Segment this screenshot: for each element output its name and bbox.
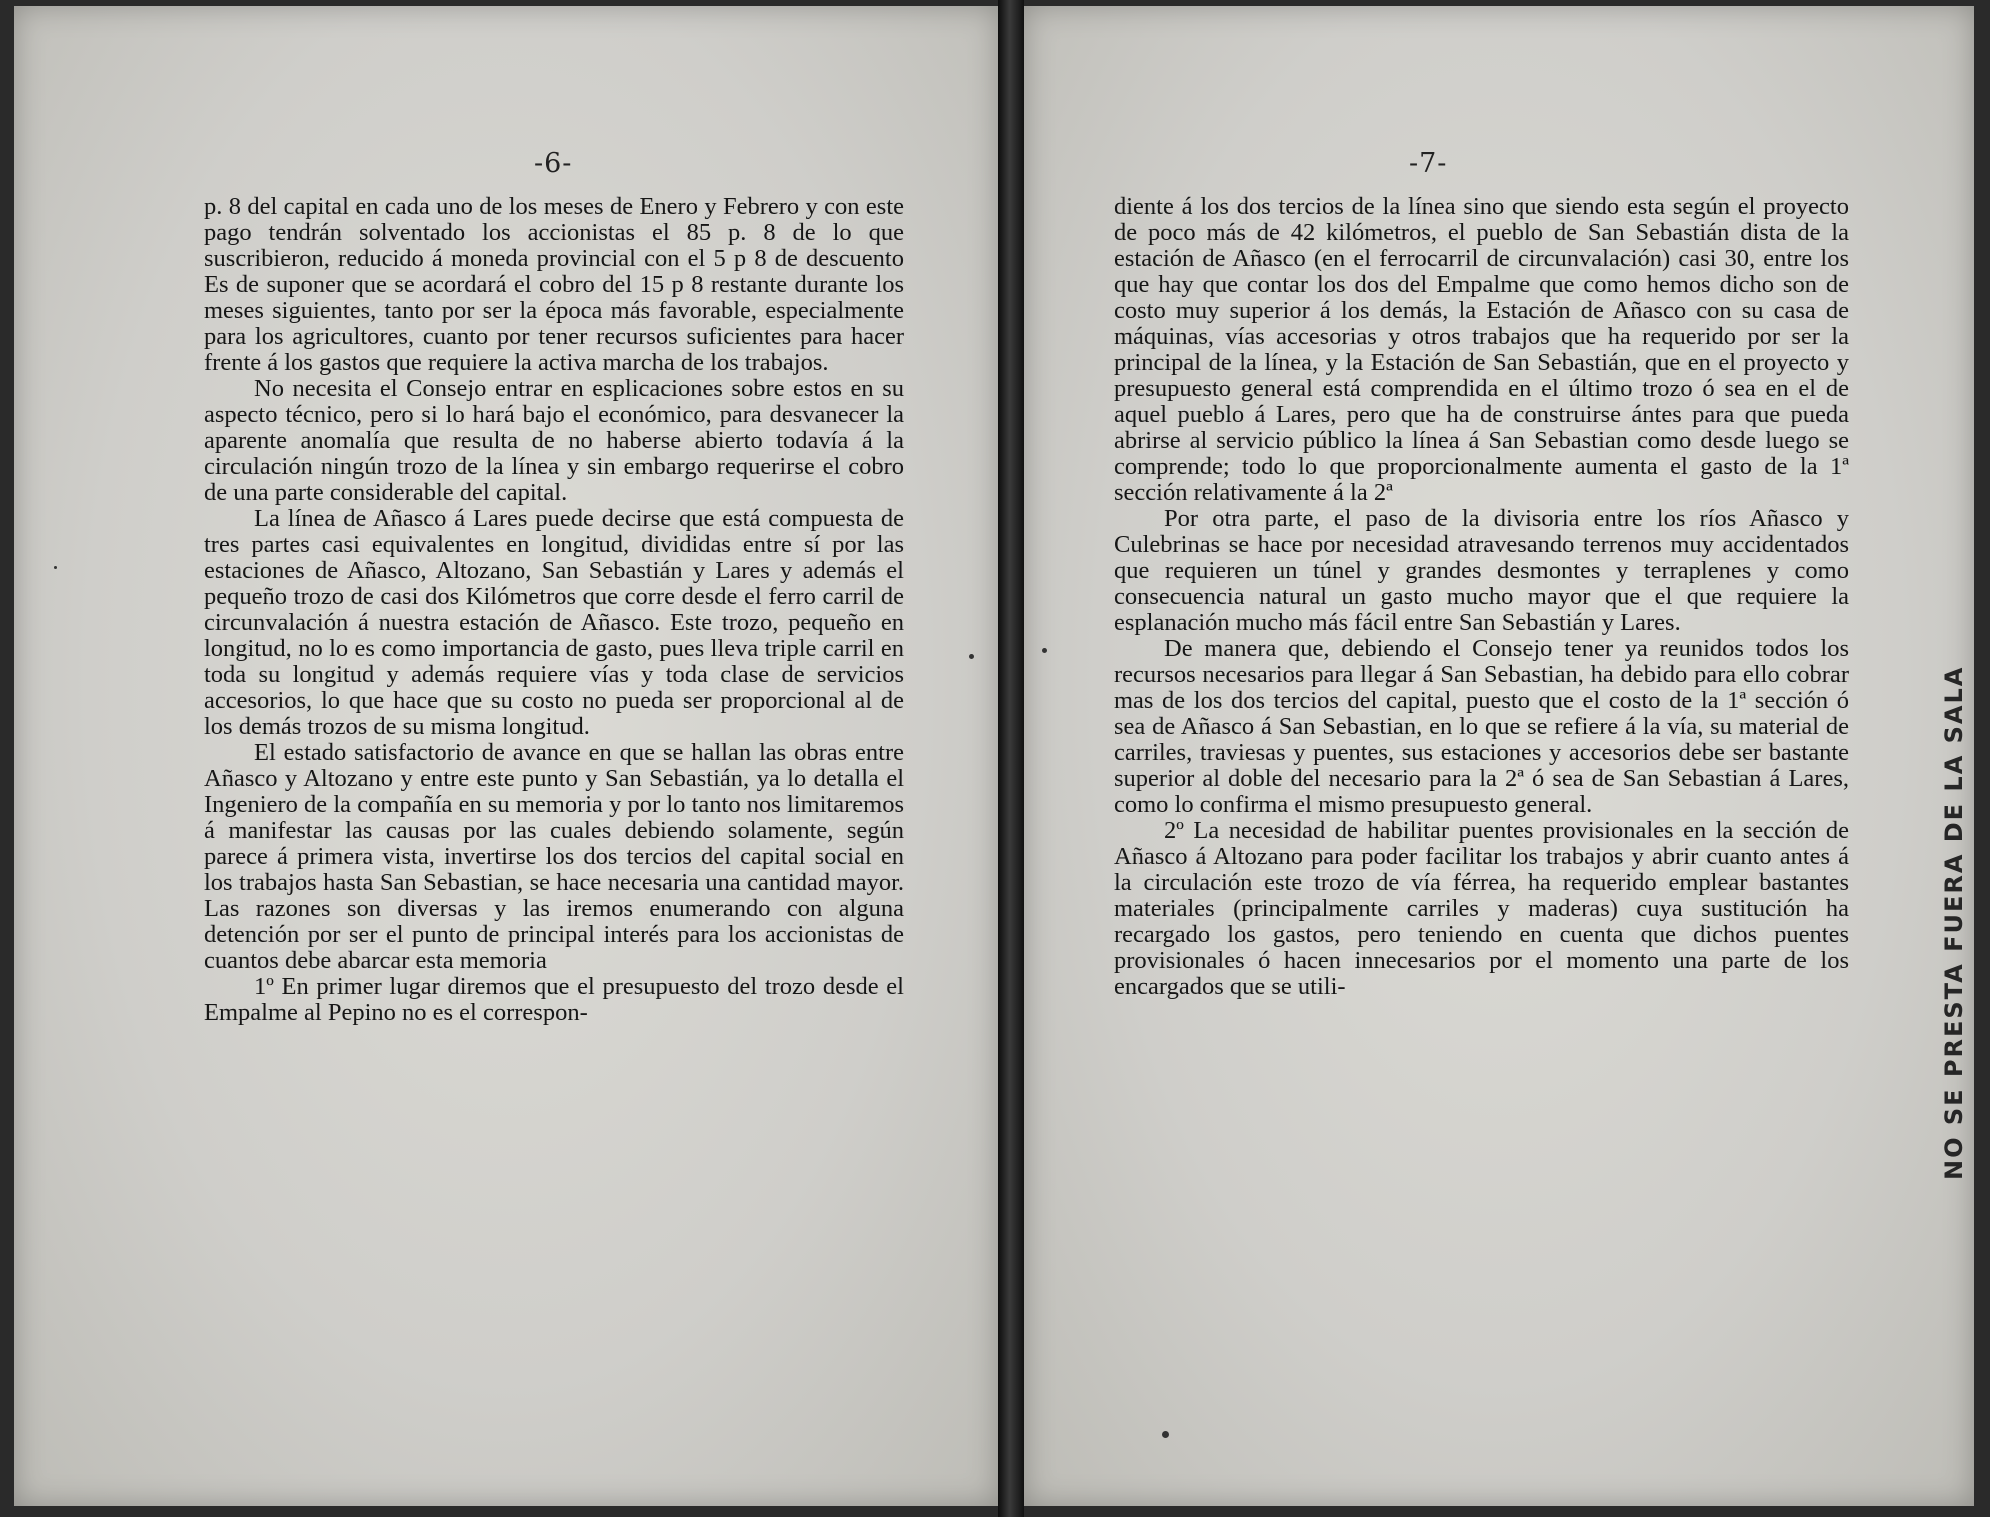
ink-speck xyxy=(969,654,974,659)
page-text xyxy=(204,194,904,1026)
paragraph: 2º La necesidad de habilitar puentes provisionales en la sección de Añasco á Altozano para poder facilitar los trabajos y abrir cuanto antes á la circulación este trozo de vía férrea, ha requerido emplear bastantes materiales (principalmente carriles y maderas) cuya sustitución ha recargado los gastos, pero teniendo en cuenta que dichos puentes provisionales ó hacen innecesarios por el momento una parte de los encargados que se utili- xyxy=(1114,817,1849,1000)
ink-speck xyxy=(1042,648,1047,653)
page-text xyxy=(1114,194,1849,1000)
paragraph: No necesita el Consejo entrar en esplicaciones sobre estos en su aspecto técnico, pero si lo hará bajo el económico, para desvanecer la aparente anomalía que resulta de no haberse abierto todavía á la circulación ningún trozo de la línea y sin embargo requerirse el cobro de una parte considerable del capital. xyxy=(204,375,904,506)
right-page xyxy=(1024,6,1974,1506)
paragraph: La línea de Añasco á Lares puede decirse que está compuesta de tres partes casi equivalentes en longitud, divididas entre sí por las estaciones de Añasco, Altozano, San Sebastián y Lares y además el pequeño trozo de casi dos Kilómetros que corre desde el ferro carril de circunvalación á nuestra estación de Añasco. Este trozo, pequeño en longitud, no lo es como importancia de gasto, pues lleva triple carril en toda su longitud y además requiere vías y toda clase de servicios accesorios, lo que hace que su costo no pueda ser proporcional al de los demás trozos de su misma longitud. xyxy=(204,505,904,740)
ink-speck xyxy=(1162,1431,1169,1438)
paragraph: p. 8 del capital en cada uno de los meses de Enero y Febrero y con este pago tendrán solventado los accionistas el 85 p. 8 de lo que suscribieron, reducido á moneda provincial con el 5 p 8 de descuento Es de suponer que se acordará el cobro del 15 p 8 restante durante los meses siguientes, tanto por ser la época más favorable, especialmente para los agricultores, cuanto por tener recursos suficientes para hacer frente á los gastos que requiere la activa marcha de los trabajos. xyxy=(204,193,904,376)
left-page xyxy=(14,6,999,1506)
library-stamp: NO SE PRESTA FUERA DE LA SALA xyxy=(1940,665,1968,1180)
page-number: -7- xyxy=(1409,148,1448,179)
paragraph: El estado satisfactorio de avance en que se hallan las obras entre Añasco y Altozano y entre este punto y San Sebastián, ya lo detalla el Ingeniero de la compañía en su memoria y por lo tanto nos limitaremos á manifestar las causas por las cuales debiendo solamente, según parece á primera vista, invertirse los dos tercios del capital social en los trabajos hasta San Sebastian, se hace necesaria una cantidad mayor. Las razones son diversas y las iremos enumerando con alguna detención por ser el punto de principal interés para los accionistas de cuantos debe abarcar esta memoria xyxy=(204,739,904,974)
paragraph: De manera que, debiendo el Consejo tener ya reunidos todos los recursos necesarios para llegar á San Sebastian, ha debido para ello cobrar mas de los dos tercios del capital, puesto que el costo de la 1ª sección ó sea de Añasco á San Sebastian, en lo que se refiere á la vía, su material de carriles, traviesas y puentes, sus estaciones y accesorios debe ser bastante superior al doble del necesario para la 2ª ó sea de San Sebastian á Lares, como lo confirma el mismo presupuesto general. xyxy=(1114,635,1849,818)
paragraph: diente á los dos tercios de la línea sino que siendo esta según el proyecto de poco más de 42 kilómetros, el pueblo de San Sebastián dista de la estación de Añasco (en el ferrocarril de circunvalación) casi 30, entre los que hay que contar los dos del Empalme que como hemos dicho son de costo muy superior á los demás, la Estación de Añasco con su casa de máquinas, vías accesorias y otros trabajos que ha requerido por ser la principal de la línea, y la Estación de San Sebastián, que en el proyecto y presupuesto general está comprendida en el último trozo ó sea en el de aquel pueblo á Lares, pero que ha de construirse ántes para que pueda abrirse al servicio público la línea á San Sebastian como desde luego se comprende; todo lo que proporcionalmente aumenta el gasto de la 1ª sección relativamente á la 2ª xyxy=(1114,193,1849,506)
page-number: -6- xyxy=(534,148,573,179)
paragraph: 1º En primer lugar diremos que el presupuesto del trozo desde el Empalme al Pepino no es el correspon- xyxy=(204,973,904,1026)
paragraph: Por otra parte, el paso de la divisoria entre los ríos Añasco y Culebrinas se hace por necesidad atravesando terrenos muy accidentados que requieren un túnel y grandes desmontes y terraplenes y como consecuencia natural un gasto mucho mayor que el que requiere la esplanación mucho más fácil entre San Sebastián y Lares. xyxy=(1114,505,1849,636)
ink-speck xyxy=(54,566,57,569)
book-gutter xyxy=(998,0,1024,1517)
